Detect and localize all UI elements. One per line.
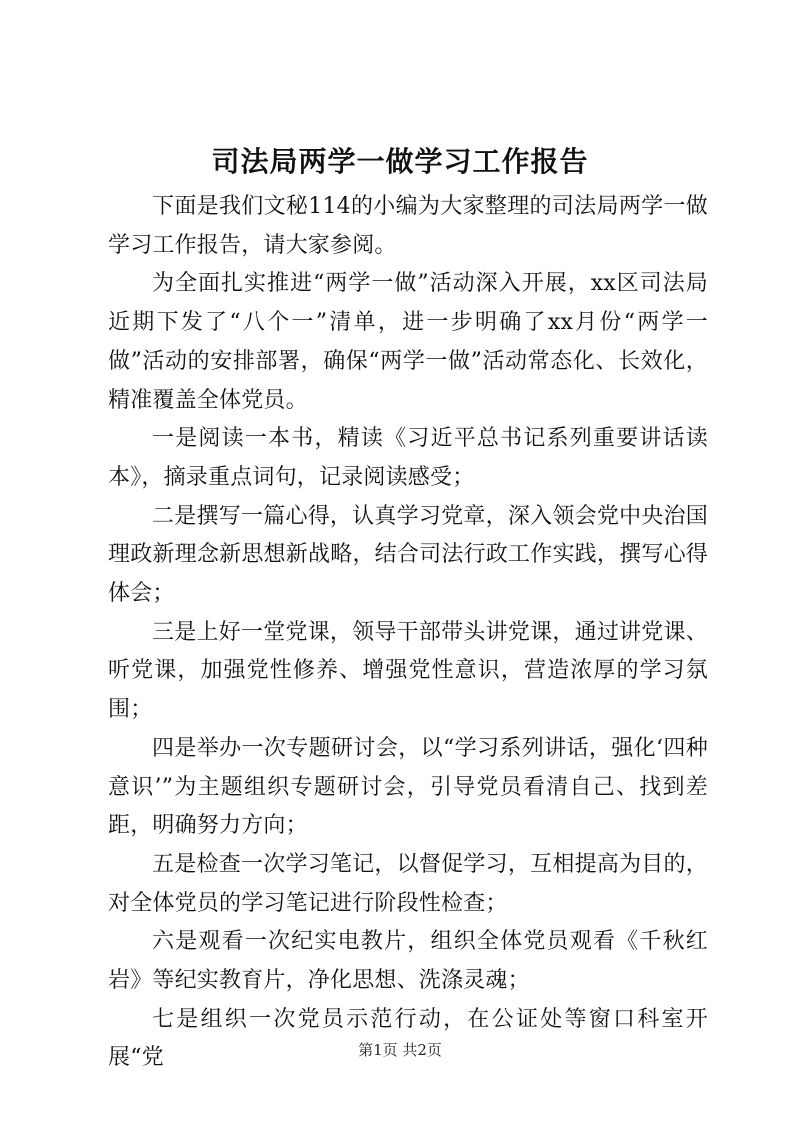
paragraph-item-2: 二是撰写一篇心得，认真学习党章，深入领会党中央治国理政新理念新思想新战略，结合司法行政工作实践，撰写心得体会； [108, 503, 708, 607]
page-number-footer: 第1页 共2页 [358, 1041, 442, 1059]
paragraph-item-5: 五是检查一次学习笔记，以督促学习，互相提高为目的，对全体党员的学习笔记进行阶段性检查； [108, 851, 708, 916]
paragraph-item-3: 三是上好一堂党课，领导干部带头讲党课，通过讲党课、听党课，加强党性修养、增强党性意识，营造浓厚的学习氛围； [108, 619, 708, 723]
paragraph-item-6: 六是观看一次纪实电教片，组织全体党员观看《千秋红岩》等纪实教育片，净化思想、洗涤灵魂； [108, 929, 708, 994]
document-body [108, 188, 708, 1078]
paragraph-intro: 下面是我们文秘114的小编为大家整理的司法局两学一做学习工作报告，请大家参阅。 [108, 194, 708, 258]
paragraph-item-7: 七是组织一次党员示范行动，在公证处等窗口科室开展“党 [108, 1006, 708, 1071]
paragraph-background: 为全面扎实推进“两学一做”活动深入开展，xx区司法局近期下发了“八个一”清单，进一步明确了xx月份“两学一做”活动的安排部署，确保“两学一做”活动常态化、长效化，精准覆盖全体党员。 [108, 271, 708, 413]
paragraph-item-1: 一是阅读一本书，精读《习近平总书记系列重要讲话读本》，摘录重点词句，记录阅读感受； [108, 426, 708, 490]
paragraph-item-4: 四是举办一次专题研讨会，以“学习系列讲话，强化‘四种意识’”为主题组织专题研讨会，引导党员看清自己、找到差距，明确努力方向； [108, 735, 708, 839]
document-title: 司法局两学一做学习工作报告 [211, 145, 589, 178]
